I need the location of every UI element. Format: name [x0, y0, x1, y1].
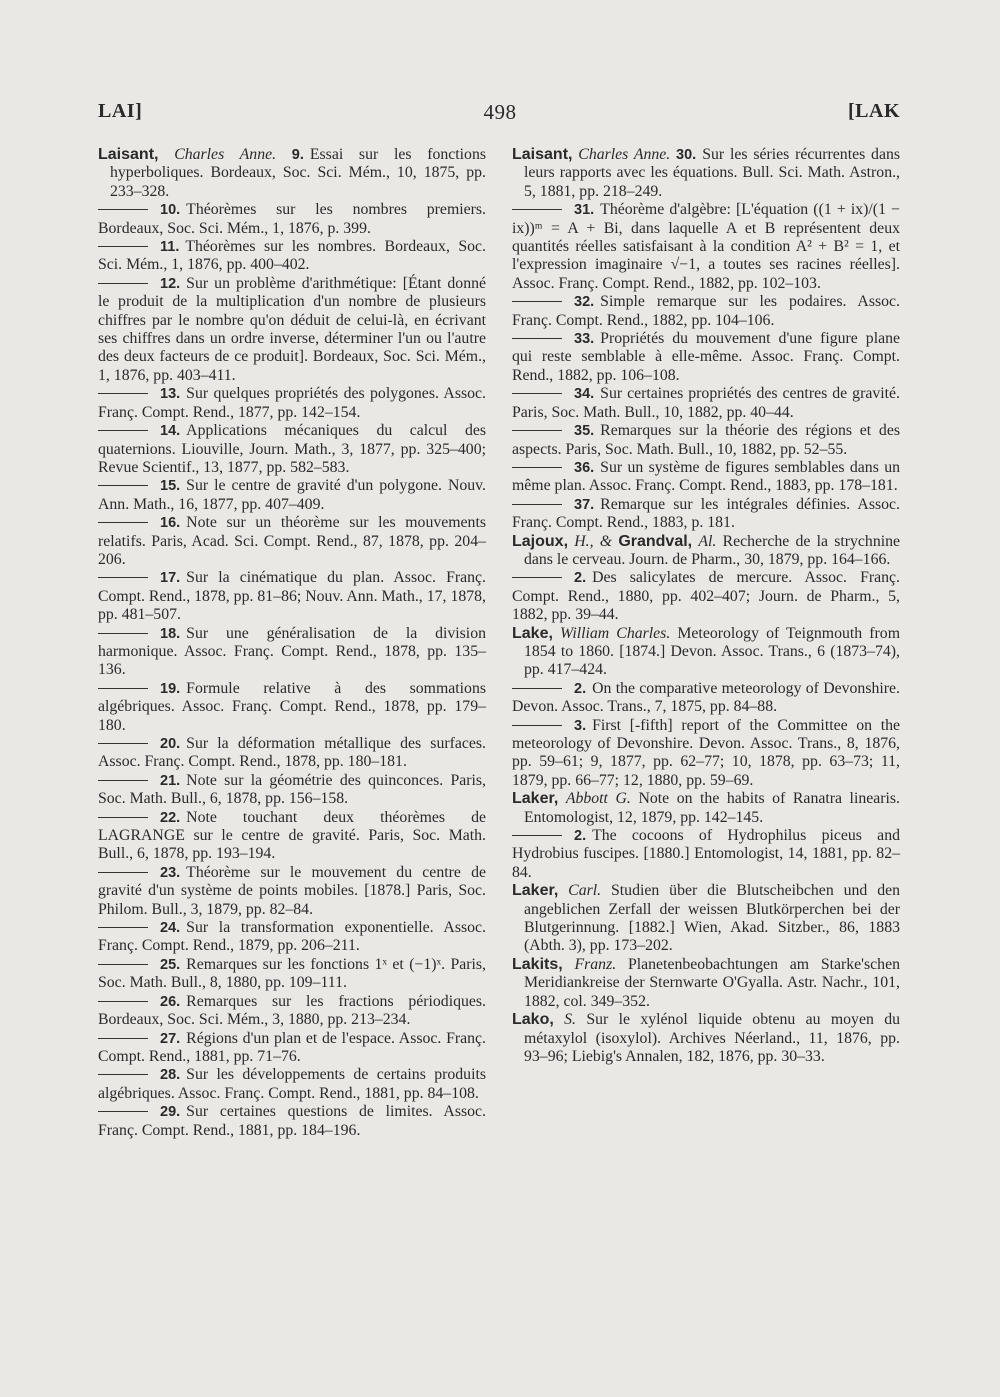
entry-number: 33. — [574, 331, 595, 348]
entry-number: 36. — [574, 459, 595, 476]
author-forename: S. — [564, 1011, 576, 1029]
entry-number: 21. — [160, 772, 181, 789]
entry-text: Sur les séries récurrentes dans leurs rapports avec les équations. Bull. Sci. Math. Astron., 5, 1881, pp. 218–249. — [524, 146, 901, 200]
ditto-rule — [512, 577, 562, 578]
entry-text: Studien über die Blutscheibchen und den angeblichen Zerfall der weissen Blutkörperchen bei der Blutgerinnung. [1882.] Wien, Akad. Sitzber., 86, 1883 (Abth. 3), pp. 173–202. — [524, 882, 901, 955]
bibliography-subentry — [98, 385, 486, 422]
entry-text: Remarques sur les fonctions 1ˣ et (−1)ˣ. Paris, Soc. Math. Bull., 8, 1880, pp. 109–111. — [98, 955, 486, 992]
entry-text: Théorèmes sur les nombres premiers. Bordeaux, Soc. Sci. Mém., 1, 1876, p. 399. — [98, 201, 486, 237]
ditto-rule — [98, 927, 148, 928]
bibliography-subentry — [512, 422, 900, 459]
author-forename: Carl. — [568, 882, 602, 900]
entry-number: 14. — [160, 423, 181, 440]
entry-text: Simple remarque sur les podaires. Assoc. Franç. Compt. Rend., 1882, pp. 104–106. — [512, 293, 900, 329]
entry-text: Sur certaines propriétés des centres de gravité. Paris, Soc. Math. Bull., 10, 1882, pp. 40–44. — [512, 385, 900, 421]
entry-number: 22. — [160, 809, 181, 826]
right-column — [512, 146, 900, 1066]
bibliography-subentry — [512, 569, 900, 624]
ditto-rule — [98, 209, 148, 210]
entry-number: 11. — [160, 239, 180, 256]
ditto-rule — [512, 301, 562, 302]
entry-text: Propriétés du mouvement d'une figure plane qui reste semblable à elle-même. Assoc. Franç. Compt. Rend., 1882, pp. 106–108. — [512, 330, 900, 384]
ditto-rule — [512, 504, 562, 505]
ditto-rule — [98, 872, 148, 873]
entry-text: Sur les développements de certains produits algébriques. Assoc. Franç. Compt. Rend., 1881, pp. 84–108. — [98, 1066, 486, 1102]
entry-text: Sur une généralisation de la division harmonique. Assoc. Franç. Compt. Rend., 1878, pp. 135–136. — [98, 624, 486, 679]
entry-number: 9. — [291, 147, 304, 163]
bibliography-subentry — [512, 293, 900, 330]
ditto-rule — [512, 835, 562, 836]
author-name: Laisant, — [512, 146, 573, 163]
ditto-rule — [512, 393, 562, 394]
entry-text: Sur quelques propriétés des polygones. Assoc. Franç. Compt. Rend., 1877, pp. 142–154. — [98, 385, 486, 421]
entry-number: 31. — [574, 202, 595, 219]
bibliography-subentry — [512, 680, 900, 717]
bibliography-subentry — [512, 385, 900, 422]
entry-number: 26. — [160, 993, 181, 1010]
author-name: Lajoux, — [512, 532, 569, 550]
entry-number: 17. — [160, 570, 181, 587]
entry-number: 37. — [574, 496, 595, 513]
entry-number: 18. — [160, 625, 181, 642]
page-number: 498 — [483, 100, 517, 124]
entry-text: Note sur la géométrie des quinconces. Paris, Soc. Math. Bull., 6, 1878, pp. 156–158. — [98, 771, 486, 808]
ditto-rule — [512, 338, 562, 339]
bibliography-subentry — [98, 275, 486, 385]
author-name: Lake, — [512, 624, 553, 642]
bibliography-subentry — [98, 238, 486, 275]
ditto-rule — [98, 688, 148, 689]
entry-text: Sur le centre de gravité d'un polygone. Nouv. Ann. Math., 16, 1877, pp. 407–409. — [98, 477, 486, 513]
entry-number: 19. — [160, 680, 181, 697]
entry-number: 30. — [676, 147, 697, 163]
ditto-rule — [512, 430, 562, 431]
entry-text: Recherche de la strychnine dans le cerveau. Journ. de Pharm., 30, 1879, pp. 164–166. — [524, 532, 901, 568]
entry-text: Remarques sur la théorie des régions et des aspects. Paris, Soc. Math. Bull., 10, 1882, pp. 52–55. — [512, 422, 900, 458]
bibliography-entry — [512, 1011, 900, 1066]
ditto-rule — [98, 393, 148, 394]
bibliography-subentry — [98, 864, 486, 919]
ditto-rule — [98, 817, 148, 818]
bibliography-subentry — [98, 422, 486, 477]
entry-text: Sur la cinématique du plan. Assoc. Franç. Compt. Rend., 1878, pp. 81–86; Nouv. Ann. Math., 17, 1878, pp. 481–507. — [98, 569, 486, 624]
entry-text: Sur la transformation exponentielle. Assoc. Franç. Compt. Rend., 1879, pp. 206–211. — [98, 919, 486, 955]
entry-text: Sur le xylénol liquide obtenu au moyen du métaxylol (isoxylol). Archives Néerland., 11, 1876, pp. 93–96; Liebig's Annalen, 182, 1876, pp. 30–33. — [524, 1011, 900, 1065]
coauthor-name: Grandval, — [618, 532, 693, 550]
entry-number: 12. — [160, 275, 181, 292]
ditto-rule — [98, 1038, 148, 1039]
ditto-rule — [512, 467, 562, 468]
bibliography-subentry — [98, 1103, 486, 1140]
ditto-rule — [98, 246, 148, 247]
author-forename: Charles Anne. — [578, 146, 671, 163]
ditto-rule — [98, 964, 148, 965]
entry-number: 27. — [160, 1030, 181, 1047]
entry-number: 23. — [160, 864, 181, 881]
entry-text: Applications mécaniques du calcul des quaternions. Liouville, Journ. Math., 3, 1877, pp. 325–400; Revue Scientif., 13, 1877, pp. 582–583. — [98, 422, 486, 476]
entry-text: Sur un système de figures semblables dans un même plan. Assoc. Franç. Compt. Rend., 1883, pp. 178–181. — [512, 458, 900, 495]
bibliography-entry — [512, 625, 900, 680]
author-name: Lakits, — [512, 955, 563, 973]
entry-number: 2. — [574, 570, 587, 587]
entry-number: 16. — [160, 515, 181, 532]
entry-text: Théorèmes sur les nombres. Bordeaux, Soc. Sci. Mém., 1, 1876, pp. 400–402. — [98, 238, 486, 274]
author-forename: Abbott G. — [565, 790, 631, 808]
author-name: Laisant, — [98, 146, 159, 163]
entry-number: 10. — [160, 202, 181, 219]
bibliography-subentry — [98, 809, 486, 864]
bibliography-subentry — [512, 459, 900, 496]
bibliography-entry — [98, 146, 486, 201]
bibliography-subentry — [512, 330, 900, 385]
entry-number: 24. — [160, 920, 181, 937]
bibliography-subentry — [98, 919, 486, 956]
bibliography-subentry — [512, 201, 900, 293]
bibliography-subentry — [98, 680, 486, 735]
entry-text: Remarque sur les intégrales définies. Assoc. Franç. Compt. Rend., 1883, p. 181. — [512, 495, 900, 532]
entry-text: Essai sur les fonctions hyperboliques. Bordeaux, Soc. Sci. Mém., 10, 1875, pp. 233–328. — [110, 146, 487, 200]
bibliography-subentry — [98, 1030, 486, 1067]
entry-text: Note on the habits of Ranatra linearis. Entomologist, 12, 1879, pp. 142–145. — [524, 790, 901, 826]
ditto-rule — [512, 688, 562, 689]
bibliography-subentry — [98, 1066, 486, 1103]
entry-text: On the comparative meteorology of Devonshire. Devon. Assoc. Trans., 7, 1875, pp. 84–88. — [512, 679, 900, 716]
ditto-rule — [98, 283, 148, 284]
ditto-rule — [98, 780, 148, 781]
ditto-rule — [98, 485, 148, 486]
entry-text: Note sur un théorème sur les mouvements relatifs. Paris, Acad. Sci. Compt. Rend., 87, 1878, pp. 204–206. — [98, 514, 486, 568]
bibliography-entry — [512, 146, 900, 201]
entry-text: Des salicylates de mercure. Assoc. Franç. Compt. Rend., 1880, pp. 402–407; Journ. de Pharm., 5, 1882, pp. 39–44. — [512, 569, 900, 624]
bibliography-entry — [512, 533, 900, 570]
author-forename: William Charles. — [560, 624, 671, 642]
entry-number: 2. — [574, 828, 587, 845]
entry-number: 35. — [574, 423, 595, 440]
author-forename: H., & — [574, 532, 613, 550]
entry-number: 28. — [160, 1067, 181, 1084]
running-head-left: LAI] — [98, 100, 143, 122]
entry-number: 34. — [574, 386, 595, 403]
entry-number: 20. — [160, 736, 181, 752]
bibliography-entry — [512, 882, 900, 956]
bibliography-subentry — [512, 827, 900, 882]
running-head-right: [LAK — [848, 100, 900, 122]
entry-number: 29. — [160, 1104, 181, 1121]
entry-text: Note touchant deux théorèmes de LAGRANGE sur le centre de gravité. Paris, Soc. Math. Bull., 6, 1878, pp. 193–194. — [98, 808, 486, 863]
entry-text: Meteorology of Teignmouth from 1854 to 1860. [1874.] Devon. Assoc. Trans., 6 (1873–74), pp. 417–424. — [524, 624, 900, 679]
entry-text: Formule relative à des sommations algébriques. Assoc. Franç. Compt. Rend., 1878, pp. 179–180. — [98, 679, 486, 734]
ditto-rule — [98, 522, 148, 523]
author-name: Lako, — [512, 1011, 554, 1029]
entry-text: First [-fifth] report of the Committee on the meteorology of Devonshire. Devon. Assoc. Trans., 8, 1876, pp. 59–61; 9, 1877, pp. 62–77; 10, 1878, pp. 63–73; 11, 1879, pp. 66–77; 12, 1880, pp. 59–69. — [512, 716, 900, 789]
author-name: Laker, — [512, 790, 559, 808]
entry-text: Remarques sur les fractions périodiques. Bordeaux, Soc. Sci. Mém., 3, 1880, pp. 213–234. — [98, 992, 486, 1029]
ditto-rule — [98, 577, 148, 578]
entry-text: Planetenbeobachtungen am Starke'schen Meridiankreise der Sternwarte O'Gyalla. Astr. Nachr., 101, 1882, col. 349–352. — [524, 955, 900, 1010]
entry-text: Théorème d'algèbre: [L'équation ((1 + ix)/(1 − ix))ᵐ = A + Bi, dans laquelle A et B représentent deux quantités réelles satisfaisant à la condition A² + B² = 1, et l'expression imaginaire √−1, a toutes ses racines réelles]. Assoc. Franç. Compt. Rend., 1882, pp. 102–103. — [512, 201, 900, 292]
bibliography-subentry — [98, 201, 486, 238]
ditto-rule — [98, 743, 148, 744]
ditto-rule — [98, 1111, 148, 1112]
bibliography-subentry — [512, 717, 900, 791]
entry-number: 25. — [160, 956, 181, 973]
bibliography-subentry — [98, 956, 486, 993]
entry-number: 13. — [160, 386, 181, 403]
bibliography-entry — [512, 956, 900, 1011]
ditto-rule — [512, 209, 562, 210]
entry-number: 3. — [574, 717, 587, 734]
bibliography-subentry — [512, 496, 900, 533]
bibliography-subentry — [98, 514, 486, 569]
ditto-rule — [98, 430, 148, 431]
ditto-rule — [98, 1074, 148, 1075]
bibliography-subentry — [98, 735, 486, 772]
entry-text: Théorème sur le mouvement du centre de gravité d'un système de points mobiles. [1878.] Paris, Soc. Philom. Bull., 3, 1879, pp. 82–84. — [98, 863, 486, 918]
entry-text: Régions d'un plan et de l'espace. Assoc. Franç. Compt. Rend., 1881, pp. 71–76. — [98, 1029, 486, 1065]
entry-text: Sur un problème d'arithmétique: [Étant donné le produit de la multiplication d'un nombre de plusieurs chiffres par le nombre qu'on déduit de celui-là, en écrivant ses chiffres dans un ordre inverse, déterminer l'un ou l'autre des deux facteurs de ce produit]. Bordeaux, Soc. Sci. Mém., 1, 1876, pp. 403–411. — [98, 274, 486, 384]
entry-text: Sur certaines questions de limites. Assoc. Franç. Compt. Rend., 1881, pp. 184–196. — [98, 1103, 486, 1139]
bibliography-subentry — [98, 993, 486, 1030]
ditto-rule — [98, 1001, 148, 1002]
ditto-rule — [512, 725, 562, 726]
entry-text: Sur la déformation métallique des surfaces. Assoc. Franç. Compt. Rend., 1878, pp. 180–181. — [98, 735, 486, 771]
ditto-rule — [98, 633, 148, 634]
entry-text: The cocoons of Hydrophilus piceus and Hydrobius fuscipes. [1880.] Entomologist, 14, 1881, pp. 82–84. — [512, 827, 900, 881]
bibliography-entry — [512, 790, 900, 827]
bibliography-subentry — [98, 477, 486, 514]
bibliography-subentry — [98, 625, 486, 680]
coauthor-forename: Al. — [698, 532, 717, 550]
entry-number: 32. — [574, 294, 595, 311]
bibliography-subentry — [98, 772, 486, 809]
bibliography-subentry — [98, 569, 486, 624]
author-forename: Franz. — [574, 955, 617, 973]
entry-number: 2. — [574, 680, 587, 697]
entry-number: 15. — [160, 478, 181, 495]
left-column — [98, 146, 486, 1140]
author-name: Laker, — [512, 882, 559, 900]
author-forename: Charles Anne. — [174, 146, 277, 163]
